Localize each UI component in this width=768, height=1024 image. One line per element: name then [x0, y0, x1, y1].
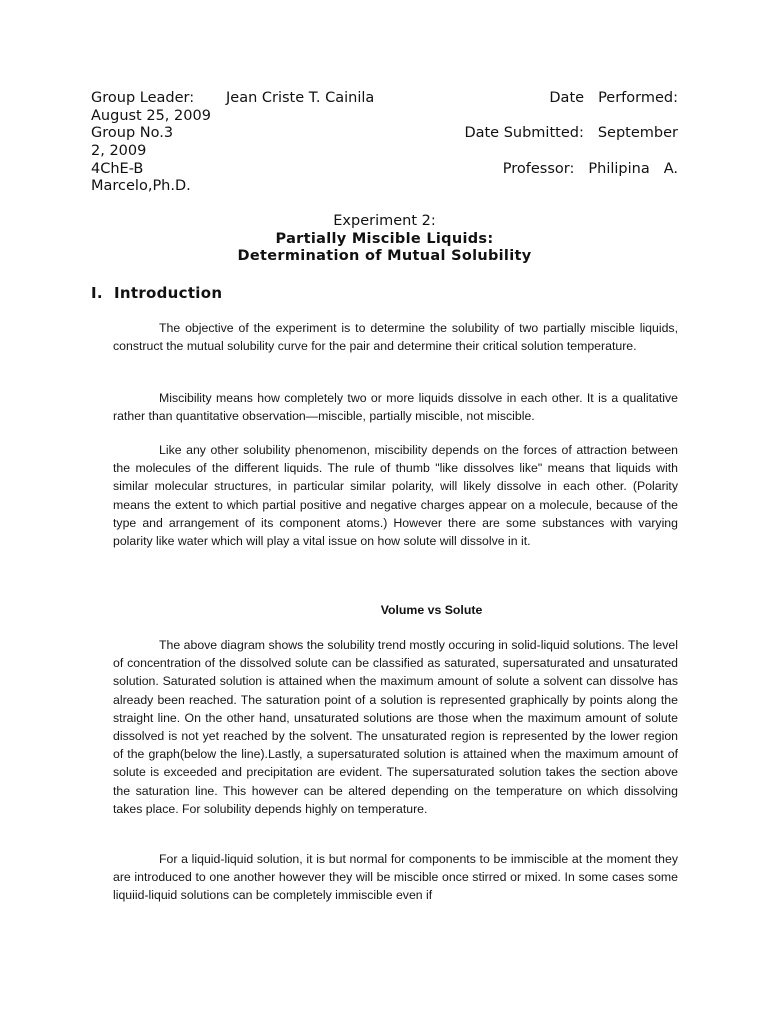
- section-heading: [91, 284, 222, 302]
- header-line-6: [91, 178, 678, 196]
- header-line-5: [91, 161, 678, 179]
- intro-paragraph-3: Like any other solubility phenomenon, miscibility depends on the forces of attraction between the molecules of the different liquids. The rule of thumb "like dissolves like" means that liquids with similar molecular structures, in particular similar polarity, will likely dissolve in each other. (Polarity means the extent to which partial positive and negative charges appear on a molecule, because of the type and arrangement of its component atoms.) However there are some substances with varying polarity like water which will play a vital issue on how solute will dissolve in it.: [113, 443, 678, 549]
- professor-name-3: Marcelo,Ph.D.: [91, 178, 191, 194]
- experiment-number: Experiment 2:: [333, 213, 436, 229]
- body-paragraph-1: The above diagram shows the solubility trend mostly occuring in solid-liquid solutions. The level of concentration of the dissolved solute can be classified as saturated, supersaturated and unsaturated solution. Saturated solution is attained when the maximum amount of solute a solvent can dissolve has already been reached. The saturation point of a solution is represented graphically by points along the straight line. On the other hand, unsaturated solutions are those when the maximum amount of solute dissolved is not yet reached by the solvent. The unsaturated region is represented by the lower region of the graph(below the line).Lastly, a supersaturated solution is attained when the maximum amount of solute is exceeded and precipitation are evident. The supersaturated solution takes the section above the saturation line. This however can be altered depending on the temperature on which dissolving takes place. For solubility depends highly on temperature.: [113, 638, 678, 816]
- section-number: I.: [91, 284, 103, 302]
- experiment-title-line-1: Partially Miscible Liquids:: [275, 231, 494, 247]
- section-title: Introduction: [114, 284, 223, 302]
- section-code: 4ChE-B: [91, 161, 144, 177]
- date-performed-label-1: Date: [549, 90, 585, 106]
- body-paragraph-2: For a liquid-liquid solution, it is but normal for components to be immiscible at the moment they are introduced to one another however they will be miscible once stirred or mixed. In some cases some liquiid-liquid solutions can be completely immiscible even if: [113, 852, 678, 903]
- date-submitted-value-2: 2, 2009: [91, 143, 147, 159]
- date-performed-label-2: Performed:: [598, 90, 678, 106]
- header-line-3: [91, 125, 678, 143]
- professor-name-1: Philipina: [588, 161, 650, 177]
- intro-paragraph-1: The objective of the experiment is to determine the solubility of two partially miscible liquids, construct the mutual solubility curve for the pair and determine their critical solution temperature.: [113, 321, 678, 354]
- header-line-1: [91, 90, 678, 108]
- date-submitted-value-1: September: [597, 125, 678, 141]
- intro-paragraph-2: Miscibility means how completely two or more liquids dissolve in each other. It is a qualitative rather than quantitative observation—miscible, partially miscible, not miscible.: [113, 391, 678, 424]
- group-leader-label: Group Leader:: [91, 90, 195, 106]
- header-line-2: [91, 108, 678, 126]
- figure-title: Volume vs Solute: [380, 603, 483, 617]
- date-performed-value: August 25, 2009: [91, 108, 211, 124]
- date-submitted-label: Date Submitted:: [464, 125, 584, 141]
- group-leader-name: Jean Criste T. Cainila: [226, 90, 375, 106]
- professor-name-2: A.: [663, 161, 678, 177]
- group-number: Group No.3: [91, 125, 174, 141]
- experiment-title-line-2: Determination of Mutual Solubility: [237, 248, 532, 264]
- professor-label: Professor:: [502, 161, 575, 177]
- header-line-4: [91, 143, 678, 161]
